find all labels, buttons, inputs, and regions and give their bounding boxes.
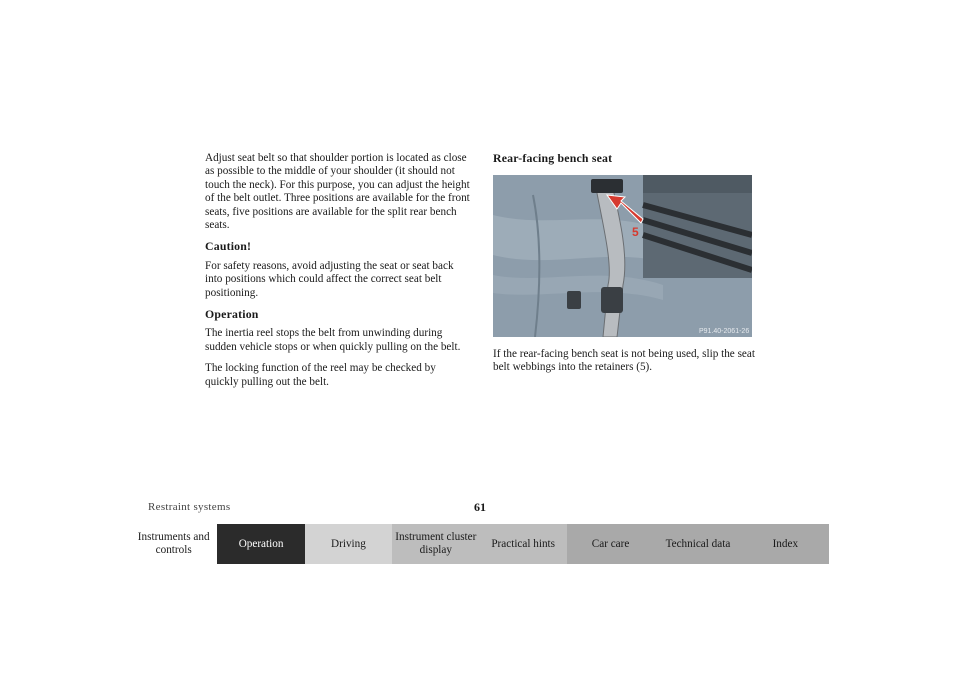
seat-belt-illustration: [493, 175, 752, 337]
caution-text: For safety reasons, avoid adjusting the seat or seat back into positions which could affect the correct seat belt positioning.: [205, 259, 454, 299]
callout-number: 5: [632, 225, 639, 239]
tab-technical-data[interactable]: Technical data: [654, 524, 741, 564]
tab-car-care[interactable]: Car care: [567, 524, 654, 564]
operation-text-1: The inertia reel stops the belt from unwinding during sudden vehicle stops or when quickly pulling on the belt.: [205, 327, 461, 353]
left-column: [205, 152, 470, 397]
chapter-nav: [130, 524, 829, 564]
tab-operation[interactable]: Operation: [217, 524, 304, 564]
retainer-caption: If the rear-facing bench seat is not being used, slip the seat belt webbings into the retainers (5).: [493, 348, 755, 374]
section-title: Restraint systems: [148, 501, 231, 513]
belt-buckle: [601, 287, 623, 313]
tab-index[interactable]: Index: [742, 524, 829, 564]
tab-practical-hints[interactable]: Practical hints: [480, 524, 567, 564]
belt-adjust-paragraph: Adjust seat belt so that shoulder portion is located as close as possible to the middle of your shoulder (it should not touch the neck). For this purpose, you can adjust the height of the belt outlet. Three positions are available for the front seats, five positions are available for the split rear bench seats.: [205, 152, 470, 232]
tab-instruments-and-controls[interactable]: Instruments and controls: [130, 524, 217, 564]
switch-button: [567, 291, 581, 309]
operation-text-2: The locking function of the reel may be checked by quickly pulling out the belt.: [205, 362, 436, 388]
belt-retainer: [591, 179, 623, 193]
figure-code: P91.40-2061-26: [699, 328, 750, 335]
operation-heading: Operation: [205, 307, 259, 322]
right-column: [493, 152, 755, 171]
page-number: 61: [474, 500, 486, 514]
caution-heading: Caution!: [205, 239, 252, 254]
bench-seat-heading: Rear-facing bench seat: [493, 151, 613, 165]
tab-instrument-cluster-display[interactable]: Instrument cluster display: [392, 524, 479, 564]
tab-driving[interactable]: Driving: [305, 524, 392, 564]
